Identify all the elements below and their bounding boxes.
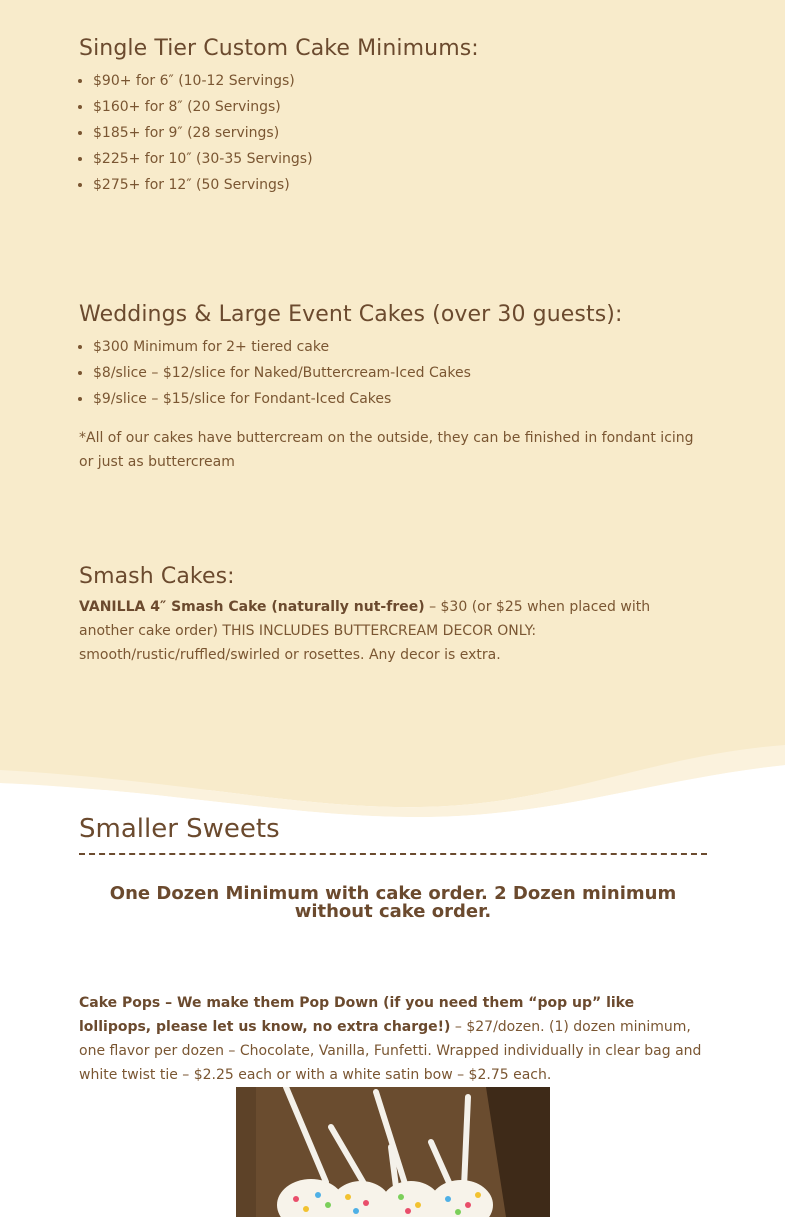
list-item: • $9/slice – $15/slice for Fondant-Iced Cakes: [93, 386, 707, 412]
smash-cakes-title: Smash Cakes:: [79, 564, 235, 589]
smash-cake-description: [79, 595, 707, 667]
list-item: • $8/slice – $12/slice for Naked/Buttercream-Iced Cakes: [93, 360, 707, 386]
list-item: • $300 Minimum for 2+ tiered cake: [93, 334, 707, 360]
weddings-section: [79, 302, 707, 474]
smash-cakes-section: [79, 564, 707, 667]
cake-pops-description: [79, 991, 707, 1087]
cake-pops-illustration: [236, 1087, 550, 1217]
list-item: • $185+ for 9″ (28 servings): [93, 120, 707, 146]
list-item: • $225+ for 10″ (30-35 Servings): [93, 146, 707, 172]
weddings-title: Weddings & Large Event Cakes (over 30 guests):: [79, 302, 623, 327]
single-tier-title: Single Tier Custom Cake Minimums:: [79, 36, 479, 61]
buttercream-note: *All of our cakes have buttercream on the outside, they can be finished in fondant icing or just as buttercream: [79, 430, 694, 470]
list-item: • $90+ for 6″ (10-12 Servings): [93, 68, 707, 94]
smaller-sweets-header: [79, 814, 707, 844]
single-tier-section: [79, 36, 707, 198]
cake-pops-details: – $27/dozen. (1) dozen minimum, one flavor per dozen – Chocolate, Vanilla, Funfetti. Wrapped individually in clear bag and white twist tie – $2.25 each or with a white satin bow – $2.75 each.: [79, 1019, 702, 1083]
smash-cake-name: VANILLA 4″ Smash Cake (naturally nut-free): [79, 599, 425, 615]
smash-cake-details: – $30 (or $25 when placed with another cake order) THIS INCLUDES BUTTERCREAM DECOR ONLY: smooth/rustic/ruffled/swirled or rosettes. Any decor is extra.: [79, 599, 651, 663]
list-item: • $160+ for 8″ (20 Servings): [93, 94, 707, 120]
cake-pops-heading: Cake Pops – We make them Pop Down (if you need them “pop up” like lollipops, please let us know, no extra charge!): [79, 995, 635, 1035]
cake-pops-photo: [236, 1087, 550, 1217]
cake-pops-section: [79, 991, 707, 1087]
minimum-note: One Dozen Minimum with cake order. 2 Dozen minimum without cake order.: [109, 883, 677, 922]
single-tier-price-list: [79, 68, 707, 198]
divider: [79, 853, 707, 855]
weddings-price-list: [79, 334, 707, 412]
smaller-sweets-title: Smaller Sweets: [79, 814, 280, 844]
list-item: • $275+ for 12″ (50 Servings): [93, 172, 707, 198]
